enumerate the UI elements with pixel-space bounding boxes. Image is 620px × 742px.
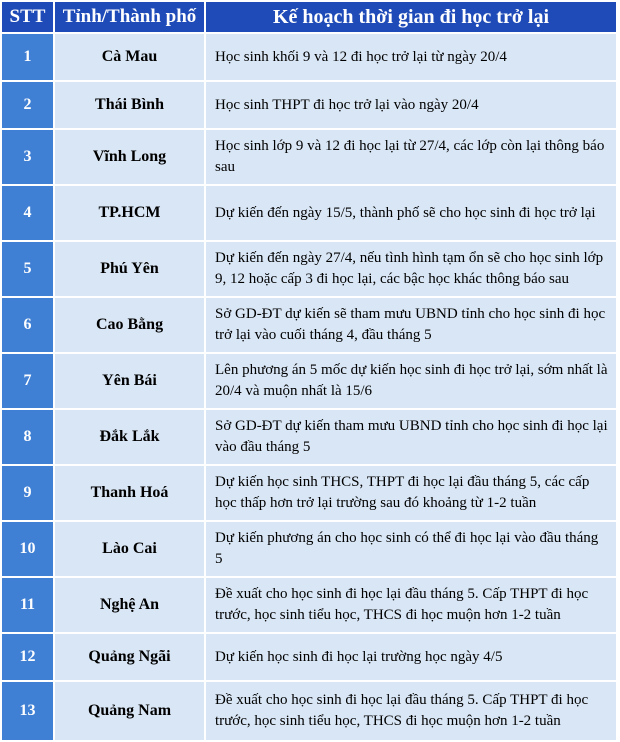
table-row <box>1 81 617 129</box>
province-name: Phú Yên <box>54 241 205 297</box>
row-number: 2 <box>1 81 54 129</box>
reopening-plan: Học sinh khối 9 và 12 đi học trở lại từ ngày 20/4 <box>205 33 617 81</box>
row-number: 8 <box>1 409 54 465</box>
row-number: 5 <box>1 241 54 297</box>
table-row <box>1 33 617 81</box>
table-row <box>1 409 617 465</box>
row-number: 9 <box>1 465 54 521</box>
reopening-plan: Lên phương án 5 mốc dự kiến học sinh đi học trở lại, sớm nhất là 20/4 và muộn nhất là 15/6 <box>205 353 617 409</box>
reopening-plan: Dự kiến đến ngày 27/4, nếu tình hình tạm ổn sẽ cho học sinh lớp 9, 12 hoặc cấp 3 đi học lại, các bậc học khác thông báo sau <box>205 241 617 297</box>
province-name: TP.HCM <box>54 185 205 241</box>
reopening-plan: Học sinh lớp 9 và 12 đi học lại từ 27/4, các lớp còn lại thông báo sau <box>205 129 617 185</box>
table-row <box>1 353 617 409</box>
row-number: 7 <box>1 353 54 409</box>
row-number: 1 <box>1 33 54 81</box>
header-province: Tỉnh/Thành phố <box>54 1 205 33</box>
row-number: 3 <box>1 129 54 185</box>
reopening-plan: Đề xuất cho học sinh đi học lại đầu tháng 5. Cấp THPT đi học trước, học sinh tiểu học, THCS đi học muộn hơn 1-2 tuần <box>205 681 617 741</box>
row-number: 11 <box>1 577 54 633</box>
reopening-plan: Đề xuất cho học sinh đi học lại đầu tháng 5. Cấp THPT đi học trước, học sinh tiểu học, THCS đi học muộn hơn 1-2 tuần <box>205 577 617 633</box>
province-name: Nghệ An <box>54 577 205 633</box>
row-number: 12 <box>1 633 54 681</box>
reopening-plan: Dự kiến phương án cho học sinh có thể đi học lại vào đầu tháng 5 <box>205 521 617 577</box>
header-plan: Kế hoạch thời gian đi học trở lại <box>205 1 617 33</box>
reopening-plan: Dự kiến học sinh đi học lại trường học ngày 4/5 <box>205 633 617 681</box>
province-name: Quảng Ngãi <box>54 633 205 681</box>
province-name: Cao Bằng <box>54 297 205 353</box>
province-name: Vĩnh Long <box>54 129 205 185</box>
row-number: 4 <box>1 185 54 241</box>
table-row <box>1 129 617 185</box>
row-number: 10 <box>1 521 54 577</box>
reopening-plan: Học sinh THPT đi học trở lại vào ngày 20/4 <box>205 81 617 129</box>
reopening-plan: Sở GD-ĐT dự kiến sẽ tham mưu UBND tỉnh cho học sinh đi học trở lại vào cuối tháng 4, đầu tháng 5 <box>205 297 617 353</box>
header-row <box>1 1 617 33</box>
province-name: Lào Cai <box>54 521 205 577</box>
reopening-plan: Sở GD-ĐT dự kiến tham mưu UBND tỉnh cho học sinh đi học lại vào đầu tháng 5 <box>205 409 617 465</box>
row-number: 6 <box>1 297 54 353</box>
table-row <box>1 577 617 633</box>
table-row <box>1 241 617 297</box>
table-row <box>1 185 617 241</box>
table-row <box>1 521 617 577</box>
table-header <box>1 1 617 33</box>
reopening-plan: Dự kiến đến ngày 15/5, thành phố sẽ cho học sinh đi học trở lại <box>205 185 617 241</box>
province-name: Quảng Nam <box>54 681 205 741</box>
table-body <box>1 33 617 741</box>
row-number: 13 <box>1 681 54 741</box>
table-row <box>1 465 617 521</box>
header-stt: STT <box>1 1 54 33</box>
province-name: Đắk Lắk <box>54 409 205 465</box>
province-name: Cà Mau <box>54 33 205 81</box>
table-row <box>1 297 617 353</box>
province-name: Thái Bình <box>54 81 205 129</box>
reopening-plan: Dự kiến học sinh THCS, THPT đi học lại đầu tháng 5, các cấp học thấp hơn trở lại trường sau đó khoảng từ 1-2 tuần <box>205 465 617 521</box>
table-row <box>1 681 617 741</box>
province-name: Thanh Hoá <box>54 465 205 521</box>
province-name: Yên Bái <box>54 353 205 409</box>
table-row <box>1 633 617 681</box>
